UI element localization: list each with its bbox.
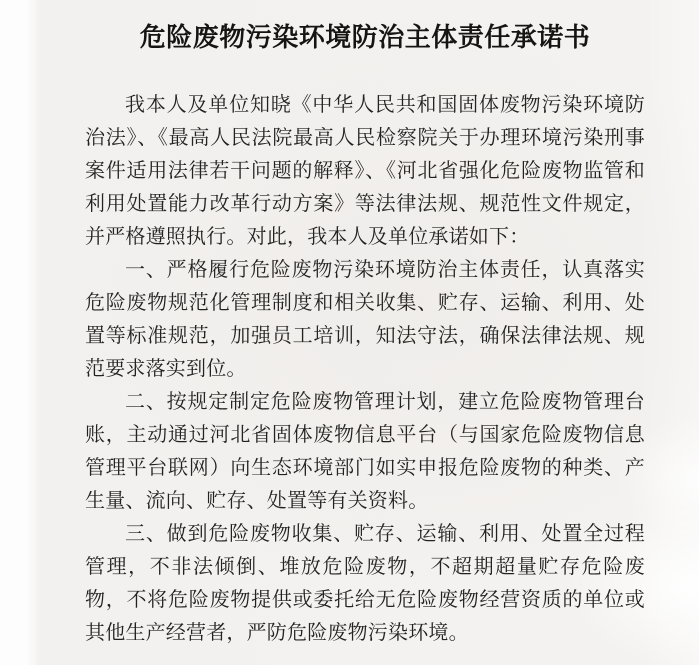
document-title: 危险废物污染环境防治主体责任承诺书 [139, 23, 591, 52]
paragraph-item-2: 二、按规定制定危险废物管理计划，建立危险废物管理台账，主动通过河北省固体废物信息平台（与国家危险废物信息管理平台联网）向生态环境部门如实申报危险废物的种类、产生量、流向、贮存、处置等有关资料。 [85, 391, 645, 512]
paragraph-item-3: 三、做到危险废物收集、贮存、运输、利用、处置全过程管理，不非法倾倒、堆放危险废物，不超期超量贮存危险废物，不将危险废物提供或委托给无危险废物经营资质的单位或其他生产经营者，严防危险废物污染环境。 [85, 523, 645, 644]
paragraph-item-1: 一、严格履行危险废物污染环境防治主体责任，认真落实危险废物规范化管理制度和相关收集、贮存、运输、利用、处置等标准规范，加强员工培训，知法守法，确保法律法规、规范要求落实到位。 [85, 259, 645, 380]
paragraph-intro: 我本人及单位知晓《中华人民共和国固体废物污染环境防治法》、《最高人民法院最高人民检察院关于办理环境污染刑事案件适用法律若干问题的解释》、《河北省强化危险废物监管和利用处置能力改革行动方案》等法律法规、规范性文件规定，并严格遵照执行。对此，我本人及单位承诺如下： [85, 94, 645, 248]
document-body [85, 89, 645, 650]
document-content [85, 0, 645, 650]
